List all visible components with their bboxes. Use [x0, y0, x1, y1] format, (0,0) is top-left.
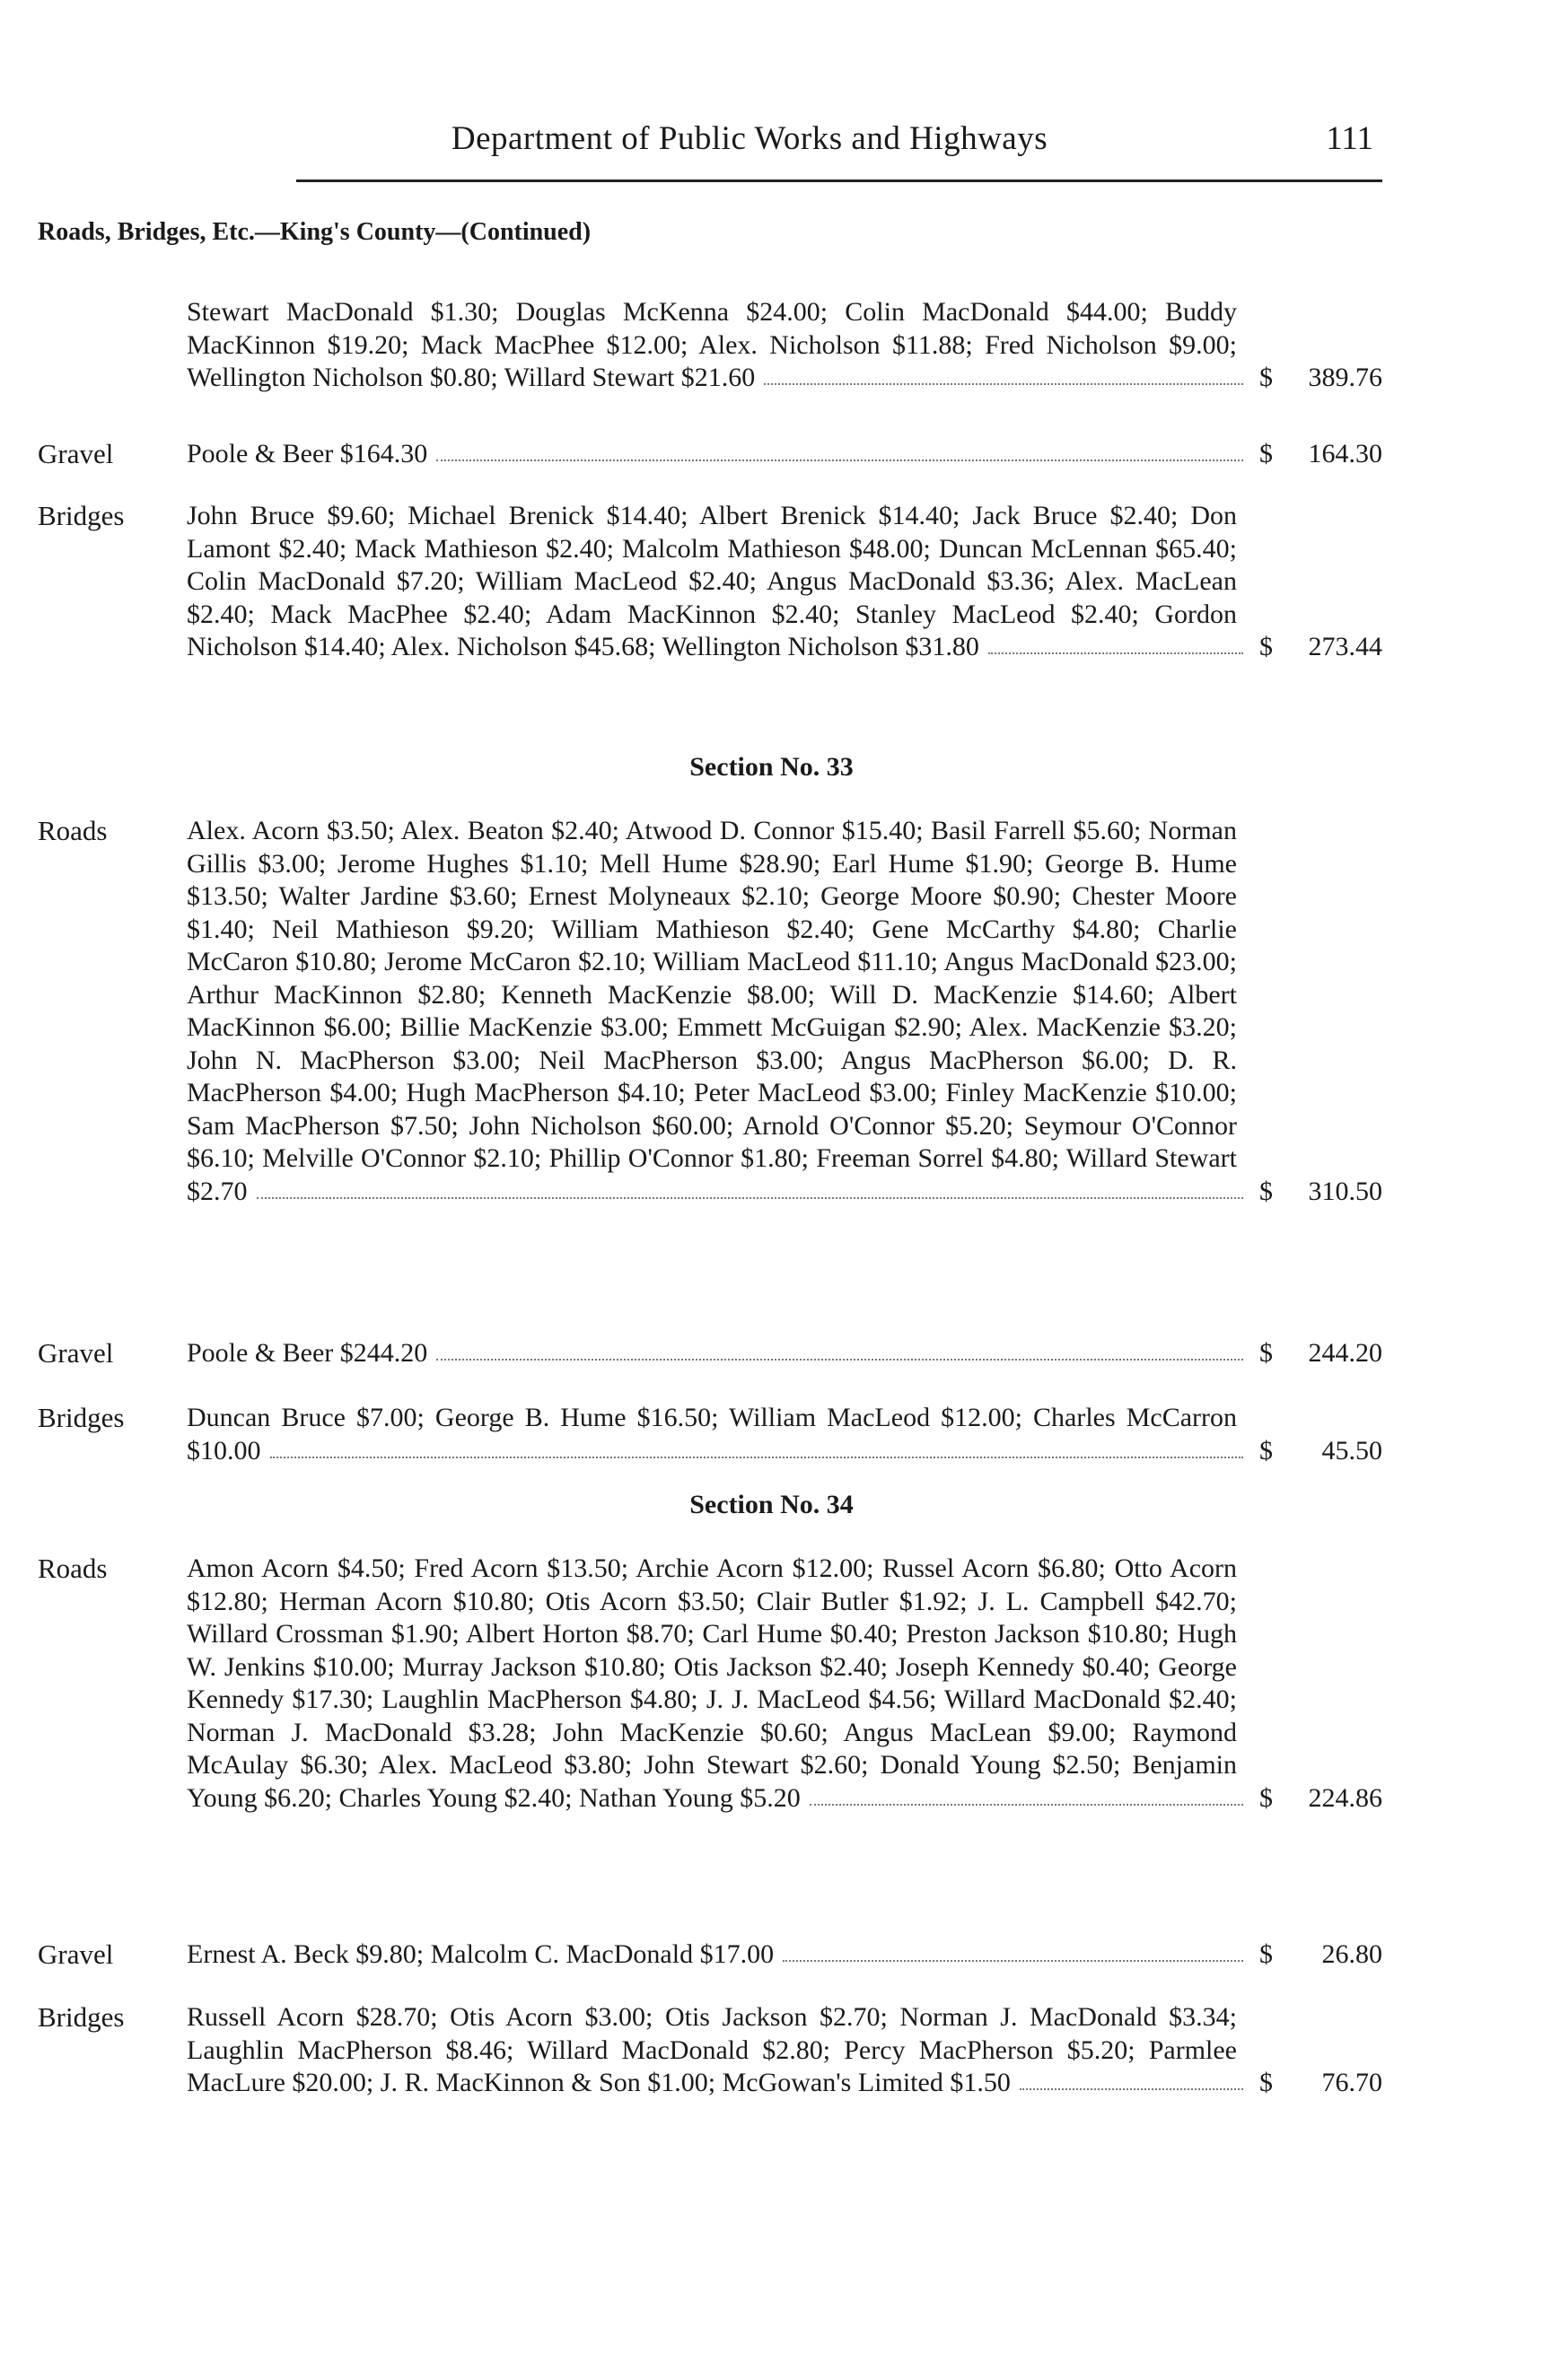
entry-payee-list: Amon Acorn $4.50; Fred Acorn $13.50; Archie Acorn $12.00; Russel Acorn $6.80; Otto Acorn $12.80; Herman Acorn $10.80; Otis Acorn $3.50; Clair Butler $1.92; J. L. Campbell $42.70; Willard Crossman $1.90; Albert Horton $8.70; Carl Hume $0.40; Preston Jackson $10.80; Hugh W. Jenkins $10.00; Murray Jackson $10.80; Otis Jackson $2.40; Joseph Kennedy $0.40; George Kennedy $17.30; Laughlin MacPherson $4.80; J. J. MacLeod $4.56; Willard MacDonald $2.40; Norman J. MacDonald $3.28; John MacKenzie $0.60; Angus MacLean $9.00; Raymond McAulay $6.30; Alex. MacLeod $3.80; John Stewart $2.60; Donald Young $2.50; Benjamin Young $6.20; Charles Young $2.40; Nathan Young $5.20	[187, 1553, 1237, 1813]
dot-leader	[436, 459, 1243, 461]
section-heading: Section No. 33	[689, 752, 854, 782]
entry-category-label: Roads	[38, 1553, 108, 1584]
entry-payee-list: Stewart MacDonald $1.30; Douglas McKenna $24.00; Colin MacDonald $44.00; Buddy MacKinnon $19.20; Mack MacPhee $12.00; Alex. Nicholson $11.88; Fred Nicholson $9.00; Wellington Nicholson $0.80; Willard Stewart $21.60	[187, 297, 1237, 392]
running-head: Roads, Bridges, Etc.—King's County—(Continued)	[38, 218, 592, 246]
dot-leader	[783, 1960, 1243, 1962]
entry-total-amount: 389.76	[1308, 363, 1382, 392]
dot-leader	[257, 1197, 1244, 1199]
entry-total-amount: 45.50	[1321, 1435, 1382, 1466]
currency-symbol: $	[1259, 1338, 1273, 1368]
entry-category-label: Gravel	[38, 1938, 114, 1970]
entry-total-amount: 224.86	[1308, 1782, 1382, 1813]
entry-payee-list: Poole & Beer $164.30	[187, 439, 428, 468]
entry-category-label: Bridges	[38, 2001, 125, 2033]
entry-total-amount: 244.20	[1308, 1338, 1382, 1368]
entry-payee-list: Russell Acorn $28.70; Otis Acorn $3.00; Otis Jackson $2.70; Norman J. MacDonald $3.34; Laughlin MacPherson $8.46; Willard MacDonald $2.80; Percy MacPherson $5.20; Parmlee MacLure $20.00; J. R. MacKinnon & Son $1.00; McGowan's Limited $1.50	[187, 2002, 1237, 2097]
entry-total-amount: 273.44	[1308, 632, 1382, 661]
dot-leader	[1020, 2088, 1243, 2090]
entry-category-label: Roads	[38, 815, 108, 846]
entry-total-amount: 76.70	[1321, 2068, 1382, 2097]
entry-category-label: Gravel	[38, 438, 114, 469]
currency-symbol: $	[1259, 2068, 1273, 2097]
entry-payee-list: Ernest A. Beck $9.80; Malcolm C. MacDonald $17.00	[187, 1939, 775, 1969]
entry-payee-list: Alex. Acorn $3.50; Alex. Beaton $2.40; Atwood D. Connor $15.40; Basil Farrell $5.60; Norman Gillis $3.00; Jerome Hughes $1.10; Mell Hume $28.90; Earl Hume $1.90; George B. Hume $13.50; Walter Jardine $3.60; Ernest Molyneaux $2.10; George Moore $0.90; Chester Moore $1.40; Neil Mathieson $9.20; William Mathieson $2.40; Gene McCarthy $4.80; Charlie McCaron $10.80; Jerome McCaron $2.10; William MacLeod $11.10; Angus MacDonald $23.00; Arthur MacKinnon $2.80; Kenneth MacKenzie $8.00; Will D. MacKenzie $14.60; Albert MacKinnon $6.00; Billie MacKenzie $3.00; Emmett McGuigan $2.90; Alex. MacKenzie $3.20; John N. MacPherson $3.00; Neil MacPherson $3.00; Angus MacPherson $6.00; D. R. MacPherson $4.00; Hugh MacPherson $4.10; Peter MacLeod $3.00; Finley MacKenzie $10.00; Sam MacPherson $7.50; John Nicholson $60.00; Arnold O'Connor $5.20; Seymour O'Connor $6.10; Melville O'Connor $2.10; Phillip O'Connor $1.80; Freeman Sorrel $4.80; Willard Stewart $2.70	[187, 816, 1237, 1206]
entry-category-label: Bridges	[38, 500, 125, 531]
entry-payee-list: John Bruce $9.60; Michael Brenick $14.40; Albert Brenick $14.40; Jack Bruce $2.40; Don Lamont $2.40; Mack Mathieson $2.40; Malcolm Mathieson $48.00; Duncan McLennan $65.40; Colin MacDonald $7.20; William MacLeod $2.40; Angus MacDonald $3.36; Alex. MacLean $2.40; Mack MacPhee $2.40; Adam MacKinnon $2.40; Stanley MacLeod $2.40; Gordon Nicholson $14.40; Alex. Nicholson $45.68; Wellington Nicholson $31.80	[187, 501, 1237, 661]
section-heading: Section No. 34	[689, 1490, 854, 1519]
currency-symbol: $	[1259, 1176, 1273, 1206]
page-title: Department of Public Works and Highways	[451, 120, 1048, 157]
dot-leader	[988, 652, 1243, 654]
currency-symbol: $	[1259, 1782, 1273, 1813]
dot-leader	[270, 1457, 1244, 1458]
currency-symbol: $	[1259, 439, 1273, 468]
entry-payee-list: Poole & Beer $244.20	[187, 1338, 428, 1368]
page-header	[296, 112, 1382, 182]
entry-category-label: Gravel	[38, 1337, 114, 1369]
currency-symbol: $	[1259, 1939, 1273, 1969]
dot-leader	[436, 1359, 1243, 1361]
entry-payee-list: Duncan Bruce $7.00; George B. Hume $16.50; William MacLeod $12.00; Charles McCarron $10.00	[187, 1403, 1237, 1466]
entry-total-amount: 26.80	[1321, 1939, 1382, 1969]
page-number: 111	[1326, 120, 1373, 157]
currency-symbol: $	[1259, 1435, 1273, 1466]
currency-symbol: $	[1259, 363, 1273, 392]
entry-total-amount: 310.50	[1308, 1176, 1382, 1206]
dot-leader	[810, 1804, 1243, 1806]
dot-leader	[764, 383, 1243, 385]
currency-symbol: $	[1259, 632, 1273, 661]
entry-total-amount: 164.30	[1308, 439, 1382, 468]
entry-category-label: Bridges	[38, 1402, 125, 1433]
